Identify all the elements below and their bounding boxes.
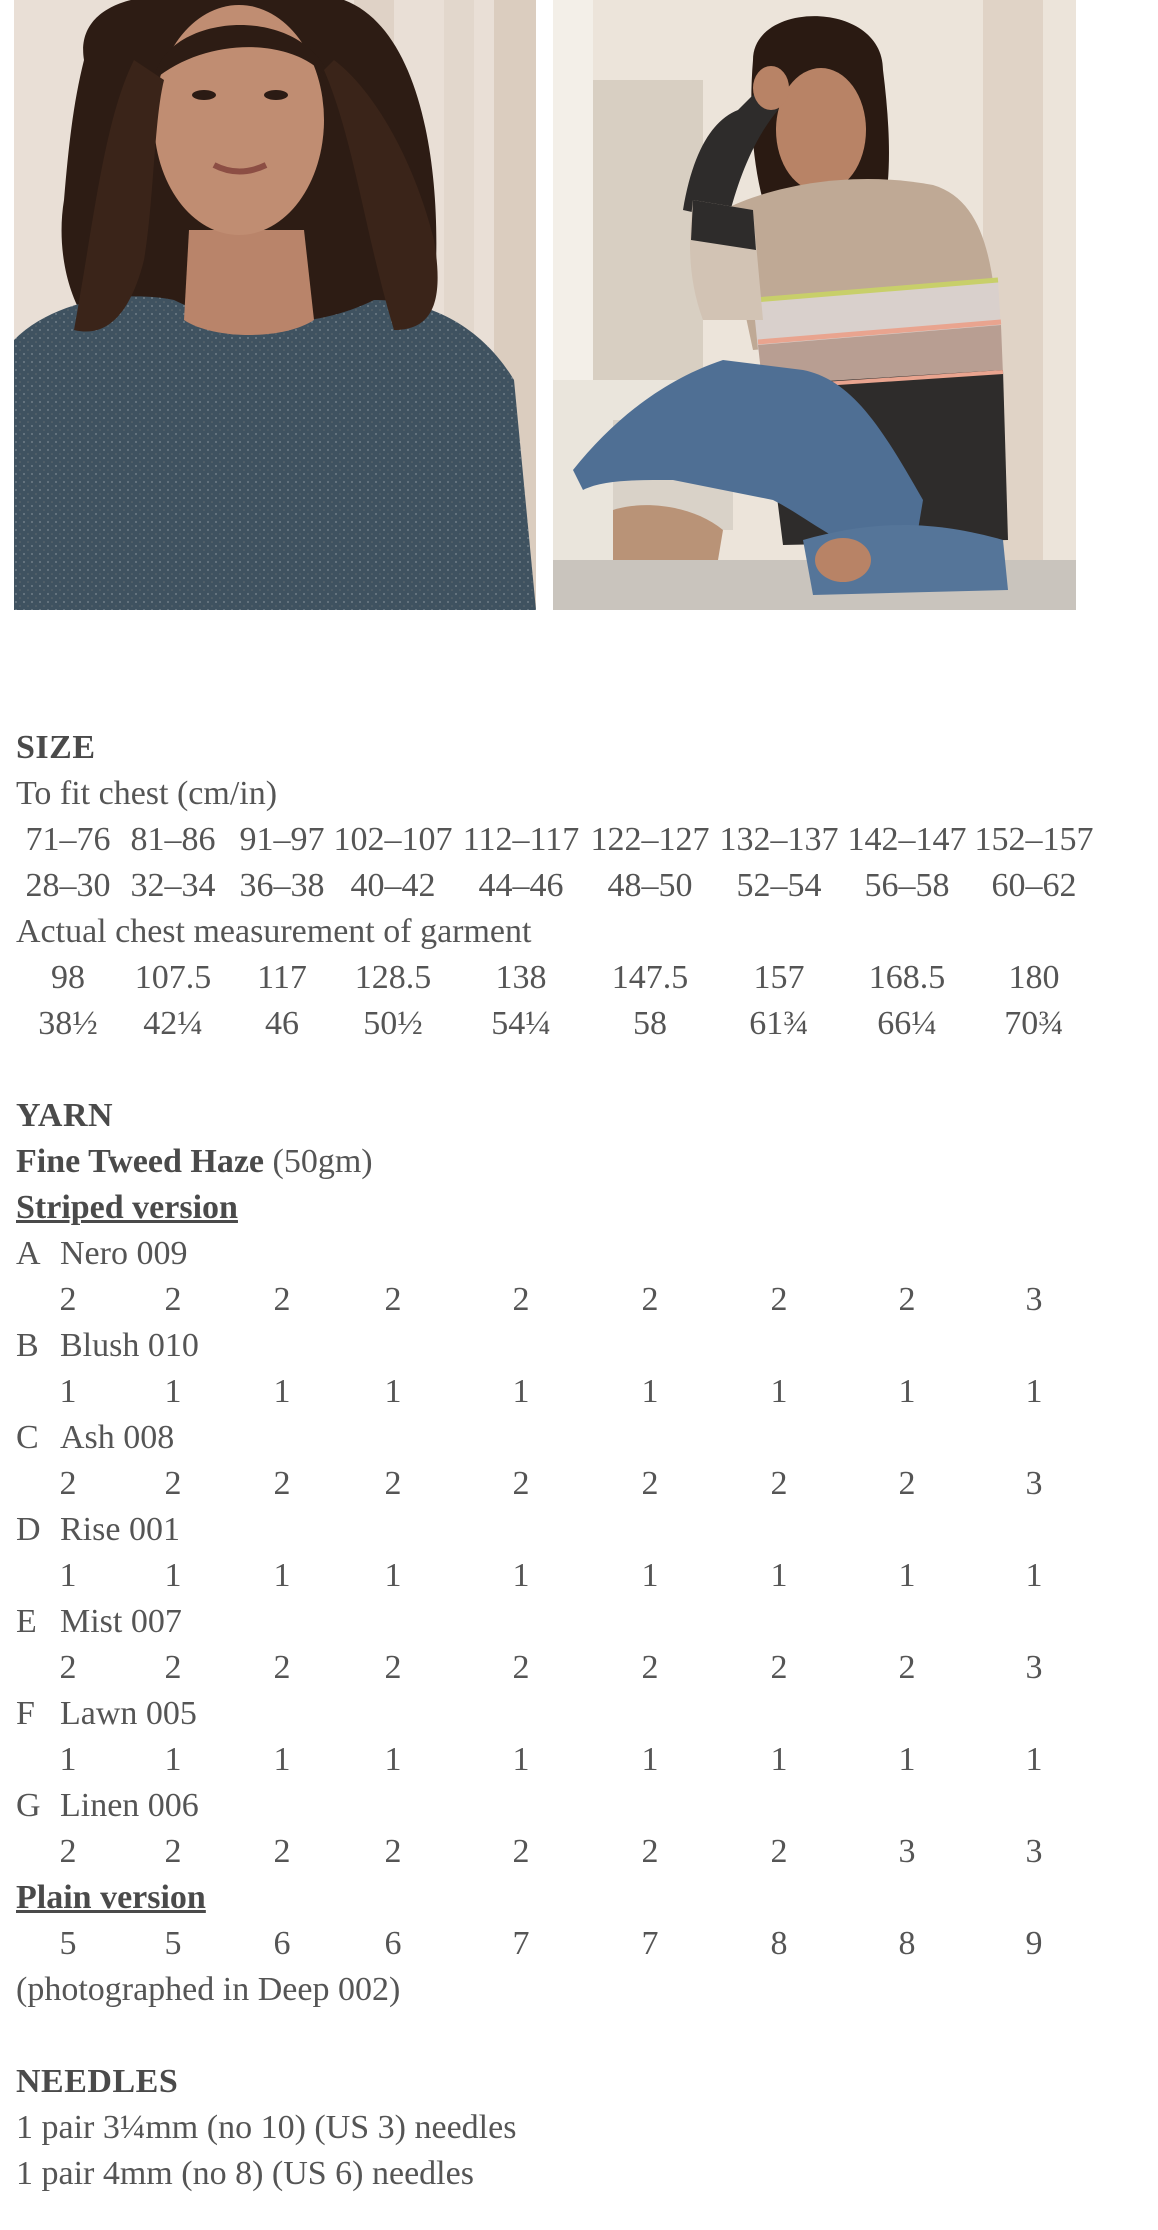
to-fit-label: To fit chest (cm/in) xyxy=(16,775,278,812)
plain-qty-row xyxy=(16,1921,1146,1967)
size-cell: 2 xyxy=(384,1833,402,1870)
colour-qty-row xyxy=(16,1737,1146,1783)
size-cell: 1 xyxy=(273,1557,291,1594)
size-cell: 2 xyxy=(898,1465,916,1502)
size-cell: 2 xyxy=(770,1465,788,1502)
colour-qty-row xyxy=(16,1369,1146,1415)
size-cell: 54¼ xyxy=(491,1005,551,1042)
size-cell: 52–54 xyxy=(736,867,822,904)
size-cell: 46 xyxy=(265,1005,299,1042)
size-cell: 2 xyxy=(512,1465,530,1502)
size-cell: 132–137 xyxy=(719,821,839,858)
size-cell: 60–62 xyxy=(991,867,1077,904)
size-cell: 2 xyxy=(898,1281,916,1318)
size-cell: 2 xyxy=(641,1281,659,1318)
size-cell: 152–157 xyxy=(974,821,1094,858)
size-cell: 168.5 xyxy=(868,959,946,996)
size-cell: 1 xyxy=(512,1373,530,1410)
size-cell: 1 xyxy=(641,1741,659,1778)
size-cell: 2 xyxy=(641,1649,659,1686)
colour-name: Rise 001 xyxy=(60,1511,180,1548)
yarn-heading: YARN xyxy=(16,1097,114,1134)
size-cell: 2 xyxy=(59,1465,77,1502)
size-cell: 42¼ xyxy=(143,1005,203,1042)
size-cell: 58 xyxy=(633,1005,667,1042)
size-cell: 180 xyxy=(1008,959,1060,996)
size-cell: 2 xyxy=(770,1281,788,1318)
size-cell: 8 xyxy=(898,1925,916,1962)
size-cell: 66¼ xyxy=(877,1005,937,1042)
colour-name: Mist 007 xyxy=(60,1603,182,1640)
colour-letter: E xyxy=(16,1603,37,1640)
size-cell: 2 xyxy=(512,1281,530,1318)
size-cell: 142–147 xyxy=(847,821,967,858)
size-cell: 48–50 xyxy=(607,867,693,904)
size-cell: 1 xyxy=(59,1557,77,1594)
colour-qty-row xyxy=(16,1277,1146,1323)
size-cell: 2 xyxy=(770,1833,788,1870)
size-cell: 1 xyxy=(898,1373,916,1410)
size-cell: 3 xyxy=(1025,1465,1043,1502)
size-cell: 44–46 xyxy=(478,867,564,904)
size-cell: 2 xyxy=(59,1281,77,1318)
striped-version-label: Striped version xyxy=(16,1189,238,1226)
size-cell: 7 xyxy=(641,1925,659,1962)
size-cell: 112–117 xyxy=(462,821,580,858)
colour-name-line xyxy=(16,1599,182,1645)
colour-name-line xyxy=(16,1415,174,1461)
size-cell: 2 xyxy=(898,1649,916,1686)
size-cell: 1 xyxy=(512,1741,530,1778)
size-cell: 1 xyxy=(1025,1373,1043,1410)
colour-qty-row xyxy=(16,1829,1146,1875)
size-cell: 1 xyxy=(164,1741,182,1778)
size-cell: 32–34 xyxy=(130,867,216,904)
colour-name: Lawn 005 xyxy=(60,1695,197,1732)
colour-letter: A xyxy=(16,1235,41,1272)
size-cell: 2 xyxy=(512,1649,530,1686)
size-cell: 71–76 xyxy=(25,821,111,858)
colour-letter: B xyxy=(16,1327,39,1364)
striped-sweater-photo xyxy=(553,0,1076,610)
needle-item: 1 pair 4mm (no 8) (US 6) needles xyxy=(16,2155,474,2192)
colour-name-line xyxy=(16,1231,187,1277)
size-cell: 2 xyxy=(273,1649,291,1686)
colour-qty-row xyxy=(16,1461,1146,1507)
size-cell: 1 xyxy=(641,1557,659,1594)
size-cell: 1 xyxy=(1025,1557,1043,1594)
size-cell: 138 xyxy=(495,959,547,996)
yarn-name-line xyxy=(16,1139,373,1185)
colour-letter: C xyxy=(16,1419,39,1456)
size-cell: 1 xyxy=(164,1373,182,1410)
size-cell: 28–30 xyxy=(25,867,111,904)
size-cell: 2 xyxy=(770,1649,788,1686)
size-cell: 3 xyxy=(898,1833,916,1870)
colour-qty-row xyxy=(16,1645,1146,1691)
actual-chest-label: Actual chest measurement of garment xyxy=(16,913,532,950)
size-cell: 1 xyxy=(384,1373,402,1410)
size-cell: 2 xyxy=(512,1833,530,1870)
size-cell: 1 xyxy=(770,1557,788,1594)
size-cell: 98 xyxy=(51,959,85,996)
plain-sweater-photo xyxy=(14,0,536,610)
size-cell: 2 xyxy=(384,1281,402,1318)
size-cell: 3 xyxy=(1025,1833,1043,1870)
colour-qty-row xyxy=(16,1553,1146,1599)
size-cell: 2 xyxy=(164,1649,182,1686)
size-cell: 1 xyxy=(1025,1741,1043,1778)
size-cell: 2 xyxy=(384,1649,402,1686)
size-cell: 1 xyxy=(273,1373,291,1410)
size-cell: 2 xyxy=(59,1833,77,1870)
size-cell: 1 xyxy=(59,1741,77,1778)
size-cell: 5 xyxy=(164,1925,182,1962)
size-cell: 56–58 xyxy=(864,867,950,904)
actual-cm-row xyxy=(16,955,1146,1001)
size-cell: 6 xyxy=(273,1925,291,1962)
size-cell: 2 xyxy=(59,1649,77,1686)
size-cell: 107.5 xyxy=(134,959,212,996)
size-cell: 1 xyxy=(898,1557,916,1594)
size-cell: 117 xyxy=(257,959,307,996)
size-cell: 50½ xyxy=(363,1005,423,1042)
colour-name: Nero 009 xyxy=(60,1235,188,1272)
size-cell: 1 xyxy=(384,1741,402,1778)
yarn-name: Fine Tweed Haze xyxy=(16,1143,265,1180)
size-cell: 1 xyxy=(770,1373,788,1410)
size-cell: 157 xyxy=(753,959,805,996)
size-cell: 2 xyxy=(273,1281,291,1318)
size-cell: 70¾ xyxy=(1004,1005,1064,1042)
size-cell: 7 xyxy=(512,1925,530,1962)
colour-letter: F xyxy=(16,1695,35,1732)
actual-in-row xyxy=(16,1001,1146,1047)
size-cell: 81–86 xyxy=(130,821,216,858)
needle-item: 1 pair 3¼mm (no 10) (US 3) needles xyxy=(16,2109,517,2146)
chest-cm-row xyxy=(16,817,1146,863)
size-cell: 1 xyxy=(273,1741,291,1778)
colour-letter: G xyxy=(16,1787,41,1824)
plain-version-label: Plain version xyxy=(16,1879,206,1916)
size-cell: 2 xyxy=(273,1465,291,1502)
size-cell: 2 xyxy=(164,1465,182,1502)
size-cell: 1 xyxy=(641,1373,659,1410)
size-cell: 2 xyxy=(641,1465,659,1502)
size-cell: 147.5 xyxy=(611,959,689,996)
chest-in-row xyxy=(16,863,1146,909)
size-cell: 3 xyxy=(1025,1649,1043,1686)
needles-heading: NEEDLES xyxy=(16,2063,179,2100)
colour-name-line xyxy=(16,1507,180,1553)
size-cell: 1 xyxy=(59,1373,77,1410)
colour-letter: D xyxy=(16,1511,41,1548)
size-cell: 38½ xyxy=(38,1005,98,1042)
size-cell: 8 xyxy=(770,1925,788,1962)
size-cell: 3 xyxy=(1025,1281,1043,1318)
size-cell: 91–97 xyxy=(239,821,325,858)
size-cell: 128.5 xyxy=(354,959,432,996)
yarn-weight: (50gm) xyxy=(272,1143,373,1180)
size-cell: 1 xyxy=(512,1557,530,1594)
size-cell: 9 xyxy=(1025,1925,1043,1962)
size-cell: 2 xyxy=(164,1833,182,1870)
colour-name-line xyxy=(16,1783,199,1829)
colour-name: Ash 008 xyxy=(60,1419,175,1456)
size-cell: 40–42 xyxy=(350,867,436,904)
size-cell: 61¾ xyxy=(749,1005,809,1042)
size-cell: 2 xyxy=(641,1833,659,1870)
size-cell: 2 xyxy=(164,1281,182,1318)
size-cell: 1 xyxy=(384,1557,402,1594)
colour-name-line xyxy=(16,1323,199,1369)
size-cell: 2 xyxy=(384,1465,402,1502)
size-cell: 36–38 xyxy=(239,867,325,904)
colour-name: Linen 006 xyxy=(60,1787,199,1824)
size-cell: 102–107 xyxy=(333,821,453,858)
colour-name: Blush 010 xyxy=(60,1327,199,1364)
size-cell: 2 xyxy=(273,1833,291,1870)
plain-note: (photographed in Deep 002) xyxy=(16,1971,401,2008)
size-cell: 122–127 xyxy=(590,821,710,858)
size-cell: 6 xyxy=(384,1925,402,1962)
size-cell: 1 xyxy=(770,1741,788,1778)
size-cell: 1 xyxy=(164,1557,182,1594)
size-cell: 1 xyxy=(898,1741,916,1778)
size-cell: 5 xyxy=(59,1925,77,1962)
size-heading: SIZE xyxy=(16,729,96,766)
colour-name-line xyxy=(16,1691,197,1737)
